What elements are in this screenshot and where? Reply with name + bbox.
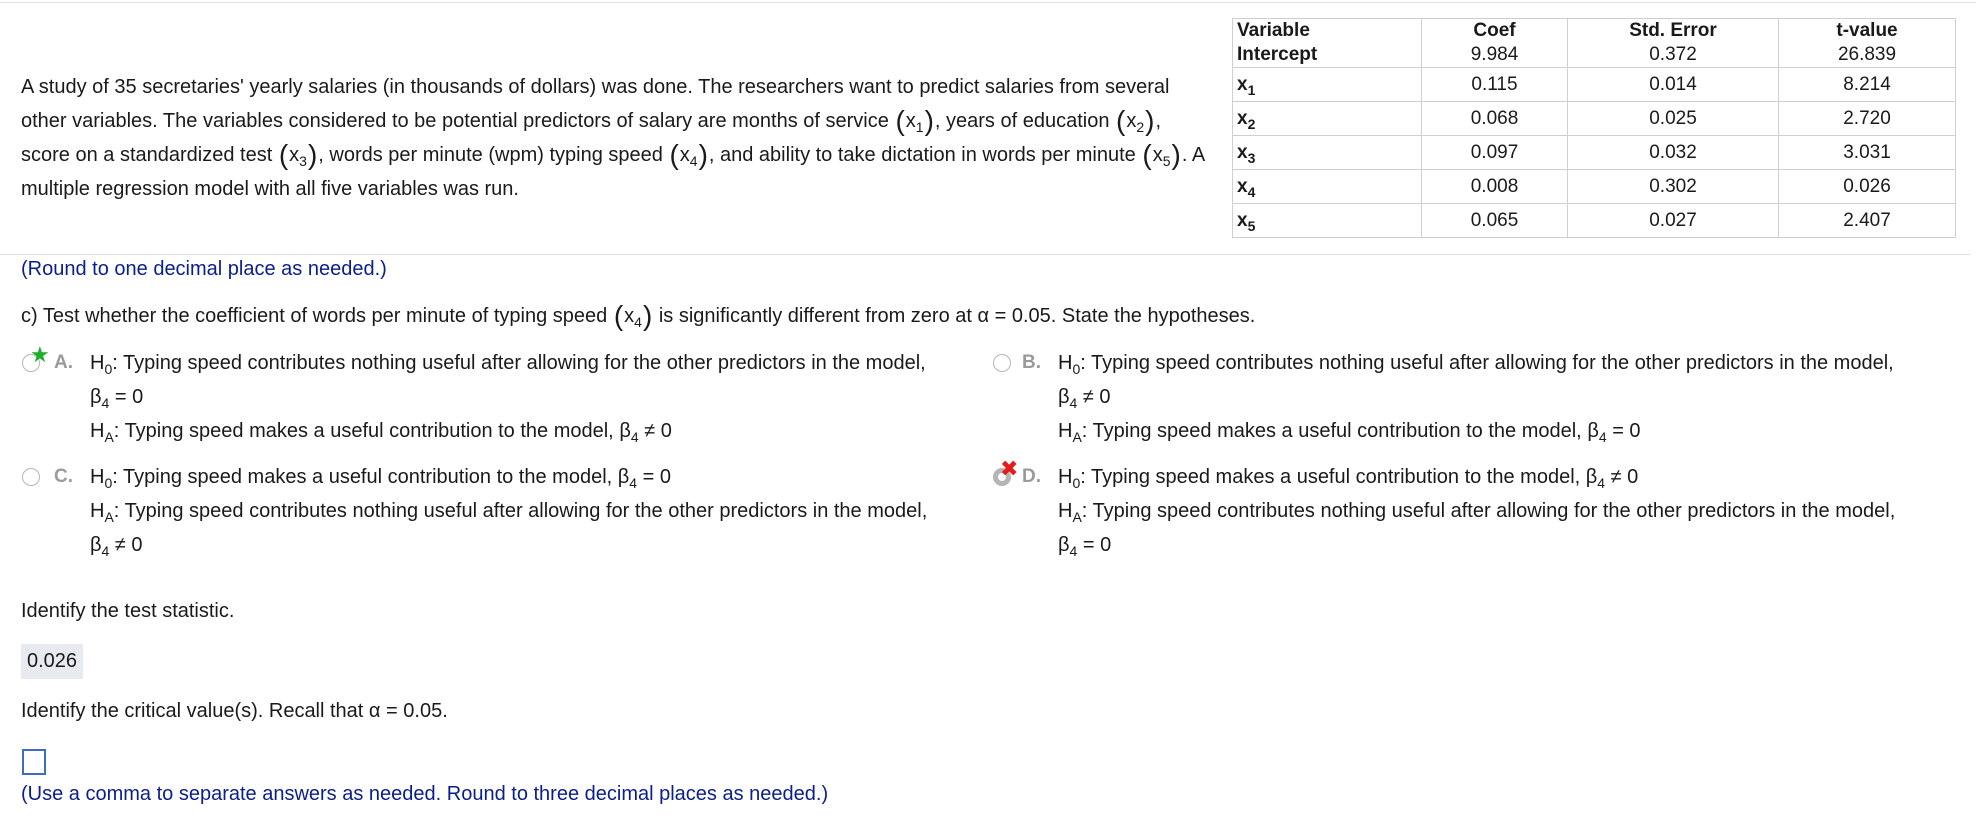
option-c-letter: C. bbox=[54, 466, 73, 487]
critical-value-input[interactable] bbox=[22, 749, 46, 775]
table-row: $x_5$ 0.065 0.027 2.407 bbox=[1233, 204, 1956, 238]
regression-table bbox=[1232, 18, 1956, 238]
header-coef: Coef bbox=[1422, 19, 1568, 44]
test-stat-prompt: Identify the test statistic. bbox=[21, 600, 235, 622]
table-row: $x_4$ 0.008 0.302 0.026 bbox=[1233, 170, 1956, 204]
problem-intro: A study of 35 secretaries' yearly salaries (in thousands of dollars) was done. The researchers want to predict salaries from several other variables. The variables considered to be potential predictors of salary are months of service $(x_1)$, years of education $(x_2)$, score on a standardized test $(x_3)$, words per minute (wpm) typing speed $(x_4)$, and ability to take dictation in words per minute $(x_5)$. A multiple regression model with all five variables was run. bbox=[21, 76, 1205, 200]
test-stat-answer: 0.026 bbox=[21, 644, 83, 679]
option-c[interactable]: $H_0$: Typing speed makes a useful contribution to the model, $\beta_4 = 0$ $H_A$: Typing speed contributes nothing useful after allowing for the other predictors in the model, $\beta_4 \ne 0$ bbox=[90, 466, 928, 559]
section-divider bbox=[0, 254, 1970, 255]
table-row: Intercept 9.984 0.372 26.839 bbox=[1233, 43, 1956, 68]
header-t-value: t-value bbox=[1779, 19, 1956, 44]
option-d-letter: D. bbox=[1022, 466, 1041, 487]
table-row: $x_1$ 0.115 0.014 8.214 bbox=[1233, 68, 1956, 102]
question-c: c) Test whether the coefficient of words per minute of typing speed $(x_4)$ is significantly different from zero at α = 0.05. State the hypotheses. bbox=[21, 300, 1256, 331]
option-c-radio[interactable] bbox=[22, 468, 40, 486]
option-b[interactable]: $H_0$: Typing speed contributes nothing useful after allowing for the other predictors in the model, $\beta_4 \ne 0$ $H_A$: Typing speed makes a useful contribution to the model, $\beta_4 = 0$ bbox=[1058, 352, 1894, 445]
top-divider bbox=[0, 2, 1976, 3]
table-row: $x_3$ 0.097 0.032 3.031 bbox=[1233, 136, 1956, 170]
option-d[interactable]: $H_0$: Typing speed makes a useful contribution to the model, $\beta_4 \ne 0$ $H_A$: Typing speed contributes nothing useful after allowing for the other predictors in the model, $\beta_4 = 0$ bbox=[1058, 466, 1896, 559]
table-row: $x_2$ 0.068 0.025 2.720 bbox=[1233, 102, 1956, 136]
header-std-error: Std. Error bbox=[1568, 19, 1779, 44]
round-note: (Round to one decimal place as needed.) bbox=[21, 258, 387, 280]
critical-value-note: (Use a comma to separate answers as needed. Round to three decimal places as needed.) bbox=[21, 783, 829, 805]
wrong-x-icon: ✖ bbox=[1000, 456, 1019, 481]
option-b-letter: B. bbox=[1022, 352, 1041, 373]
option-a-letter: A. bbox=[54, 352, 73, 373]
critical-value-prompt: Identify the critical value(s). Recall that α = 0.05. bbox=[21, 700, 448, 722]
header-variable: Variable bbox=[1233, 19, 1422, 44]
correct-star-icon: ★ bbox=[30, 342, 50, 367]
option-b-radio[interactable] bbox=[993, 354, 1011, 372]
option-a[interactable]: $H_0$: Typing speed contributes nothing useful after allowing for the other predictors in the model, $\beta_4 = 0$ $H_A$: Typing speed makes a useful contribution to the model, $\beta_4 \ne 0$ bbox=[90, 352, 926, 445]
table-header-row bbox=[1233, 19, 1956, 44]
